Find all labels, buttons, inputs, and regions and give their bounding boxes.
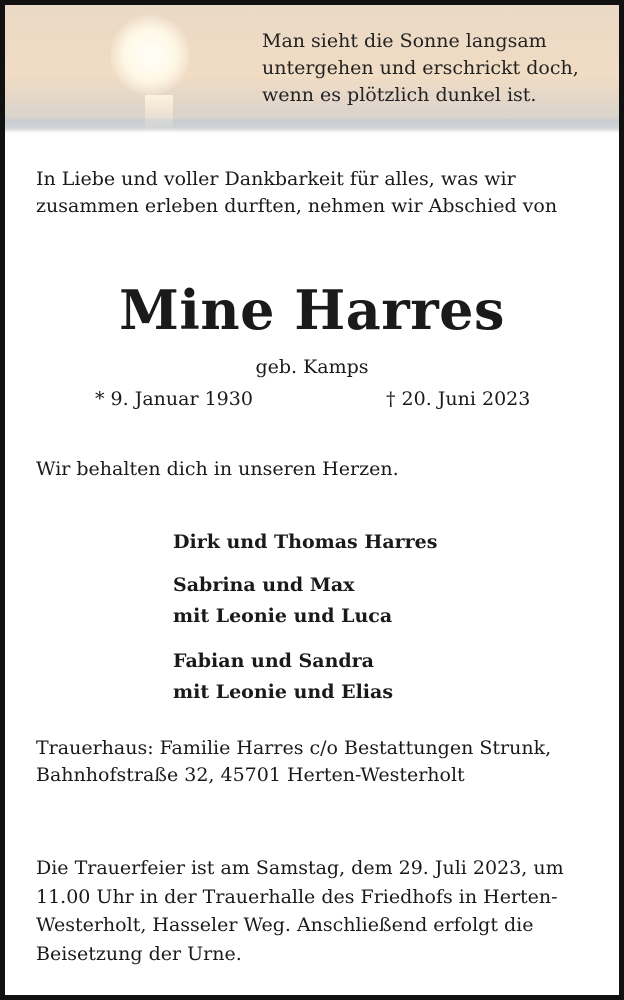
family-line: Dirk und Thomas Harres	[173, 531, 438, 553]
ceremony-line: Die Trauerfeier ist am Samstag, dem 29. Juli 2023, um	[36, 857, 564, 879]
sun	[110, 15, 190, 95]
poem	[262, 28, 579, 109]
house-line: Bahnhofstraße 32, 45701 Herten-Westerholt	[36, 764, 465, 786]
family-group	[173, 570, 392, 632]
deceased-name: Mine Harres	[119, 278, 505, 342]
birth-date: * 9. Januar 1930	[95, 388, 253, 410]
mourning-house	[36, 735, 551, 789]
motto: Wir behalten dich in unseren Herzen.	[36, 458, 399, 480]
intro	[36, 166, 557, 220]
poem-line: wenn es plötzlich dunkel ist.	[262, 84, 537, 106]
family-line: mit Leonie und Luca	[173, 605, 393, 627]
ceremony-line: Westerholt, Hasseler Weg. Anschließend erfolgt die	[36, 914, 534, 936]
maiden-name: geb. Kamps	[255, 356, 369, 378]
poem-line: untergehen und erschrickt doch,	[262, 57, 579, 79]
family-line: Sabrina und Max	[173, 574, 355, 596]
family-group	[173, 527, 437, 558]
ceremony-line: 11.00 Uhr in der Trauerhalle des Friedhofs in Herten-	[36, 885, 558, 908]
ceremony-info	[36, 854, 564, 968]
family-group	[173, 646, 393, 708]
death-date: † 20. Juni 2023	[386, 388, 531, 410]
intro-line: In Liebe und voller Dankbarkeit für alles, was wir	[36, 168, 516, 190]
family-line: mit Leonie und Elias	[173, 681, 394, 703]
sun-reflection	[145, 95, 173, 131]
poem-line: Man sieht die Sonne langsam	[262, 30, 547, 52]
intro-line: zusammen erleben durften, nehmen wir Abschied von	[36, 195, 558, 217]
house-line: Trauerhaus: Familie Harres c/o Bestattungen Strunk,	[36, 737, 552, 759]
ceremony-line: Beisetzung der Urne.	[36, 942, 242, 965]
family-line: Fabian und Sandra	[173, 650, 374, 672]
